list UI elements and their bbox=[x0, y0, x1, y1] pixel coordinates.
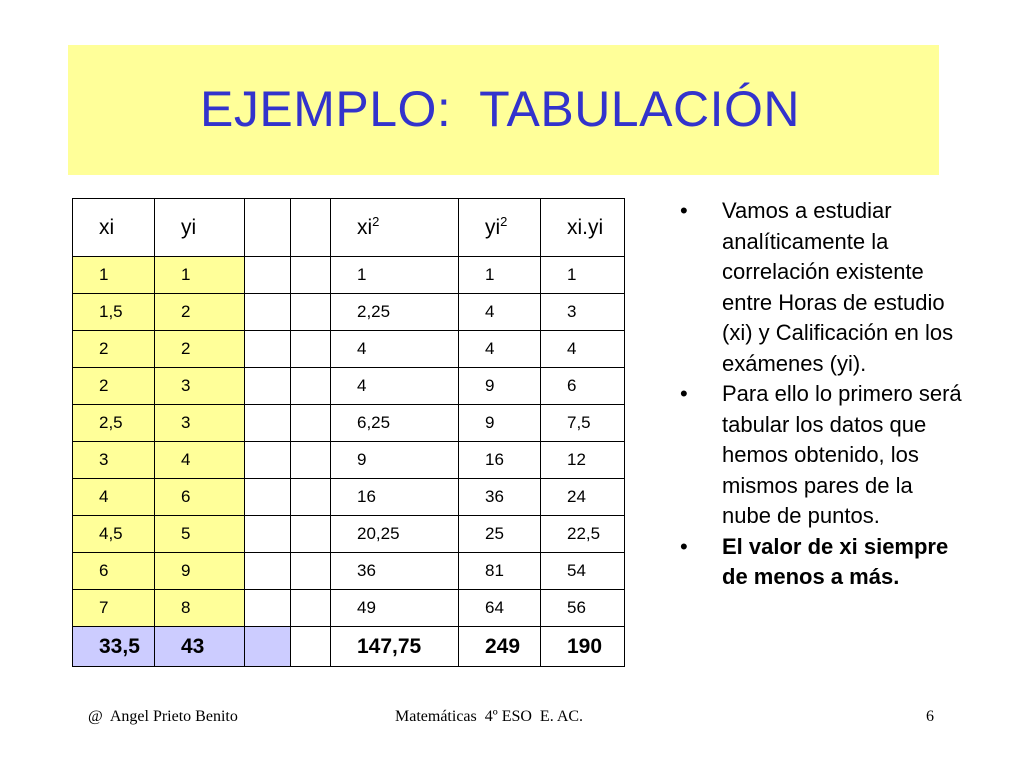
cell-xi: 7 bbox=[73, 590, 155, 627]
cell-yi2: 36 bbox=[459, 479, 541, 516]
cell-xi: 4 bbox=[73, 479, 155, 516]
table-row bbox=[73, 479, 625, 516]
cell-xi2: 16 bbox=[331, 479, 459, 516]
cell-xi2: 1 bbox=[331, 257, 459, 294]
cell-xi2: 4 bbox=[331, 331, 459, 368]
bullet-dot: • bbox=[680, 198, 688, 223]
empty-cell bbox=[245, 590, 291, 627]
cell-xiyi: 56 bbox=[541, 590, 625, 627]
cell-xi2: 9 bbox=[331, 442, 459, 479]
table-row bbox=[73, 257, 625, 294]
cell-yi: 2 bbox=[155, 331, 245, 368]
empty-cell bbox=[291, 331, 331, 368]
cell-yi: 1 bbox=[155, 257, 245, 294]
cell-xiyi: 3 bbox=[541, 294, 625, 331]
cell-xiyi: 22,5 bbox=[541, 516, 625, 553]
empty-cell bbox=[245, 294, 291, 331]
empty-cell bbox=[245, 516, 291, 553]
empty-cell bbox=[291, 368, 331, 405]
table-row bbox=[73, 368, 625, 405]
footer-course: Matemáticas 4º ESO E. AC. bbox=[395, 708, 584, 725]
cell-xi2: 147,75 bbox=[331, 627, 459, 667]
cell-xi2: 6,25 bbox=[331, 405, 459, 442]
empty-cell bbox=[245, 331, 291, 368]
cell-xi: 3 bbox=[73, 442, 155, 479]
cell-xi2: 20,25 bbox=[331, 516, 459, 553]
cell-xiyi: 4 bbox=[541, 331, 625, 368]
cell-xiyi: 190 bbox=[541, 627, 625, 667]
cell-xiyi: 24 bbox=[541, 479, 625, 516]
cell-yi2: 81 bbox=[459, 553, 541, 590]
empty-cell bbox=[291, 405, 331, 442]
cell-yi: 2 bbox=[155, 294, 245, 331]
cell-xiyi: 6 bbox=[541, 368, 625, 405]
header-xi2-base: xi bbox=[357, 215, 373, 239]
cell-yi: 6 bbox=[155, 479, 245, 516]
cell-yi2: 9 bbox=[459, 405, 541, 442]
cell-yi2: 9 bbox=[459, 368, 541, 405]
cell-xi2: 36 bbox=[331, 553, 459, 590]
cell-xiyi: 54 bbox=[541, 553, 625, 590]
header-yi2-sup: 2 bbox=[500, 213, 508, 229]
footer-author: @ Angel Prieto Benito bbox=[88, 708, 238, 725]
bullet-text: Para ello lo primero será tabular los datos que hemos obtenido, los mismos pares de la nube de puntos. bbox=[722, 381, 962, 528]
empty-cell bbox=[291, 627, 331, 667]
empty-cell bbox=[291, 479, 331, 516]
cell-xi2: 2,25 bbox=[331, 294, 459, 331]
empty-cell bbox=[291, 516, 331, 553]
empty-cell bbox=[291, 257, 331, 294]
bullet-list bbox=[680, 196, 965, 593]
empty-cell bbox=[245, 368, 291, 405]
cell-yi2: 25 bbox=[459, 516, 541, 553]
data-table bbox=[72, 198, 625, 667]
bullet-item bbox=[680, 532, 965, 593]
table-row bbox=[73, 294, 625, 331]
empty-cell bbox=[245, 553, 291, 590]
table-row bbox=[73, 516, 625, 553]
cell-yi: 8 bbox=[155, 590, 245, 627]
empty-cell bbox=[245, 627, 291, 667]
cell-xi: 4,5 bbox=[73, 516, 155, 553]
cell-yi: 9 bbox=[155, 553, 245, 590]
empty-cell bbox=[291, 442, 331, 479]
cell-xi: 33,5 bbox=[73, 627, 155, 667]
slide-title: EJEMPLO: TABULACIÓN bbox=[200, 81, 800, 137]
bullet-text: Vamos a estudiar analíticamente la correlación existente entre Horas de estudio (xi) y Calificación en los exámenes (yi). bbox=[722, 198, 954, 376]
cell-yi: 5 bbox=[155, 516, 245, 553]
empty-cell bbox=[245, 442, 291, 479]
empty-cell bbox=[291, 590, 331, 627]
cell-xi: 1 bbox=[73, 257, 155, 294]
header-empty-1 bbox=[245, 199, 291, 257]
cell-yi2: 16 bbox=[459, 442, 541, 479]
table-row bbox=[73, 405, 625, 442]
bullet-item bbox=[680, 379, 965, 532]
empty-cell bbox=[291, 294, 331, 331]
header-yi2-base: yi bbox=[485, 215, 501, 239]
empty-cell bbox=[245, 405, 291, 442]
cell-xi: 2 bbox=[73, 331, 155, 368]
cell-yi2: 1 bbox=[459, 257, 541, 294]
header-yi2 bbox=[459, 199, 541, 257]
header-yi: yi bbox=[155, 199, 245, 257]
cell-xi: 6 bbox=[73, 553, 155, 590]
header-xi2-sup: 2 bbox=[372, 213, 380, 229]
cell-yi2: 64 bbox=[459, 590, 541, 627]
empty-cell bbox=[245, 257, 291, 294]
cell-yi: 43 bbox=[155, 627, 245, 667]
cell-yi: 3 bbox=[155, 368, 245, 405]
empty-cell bbox=[291, 553, 331, 590]
cell-yi2: 4 bbox=[459, 331, 541, 368]
bullet-text: El valor de xi siempre de menos a más. bbox=[722, 533, 949, 589]
header-empty-2 bbox=[291, 199, 331, 257]
header-xi2 bbox=[331, 199, 459, 257]
footer-page-number: 6 bbox=[926, 708, 934, 725]
empty-cell bbox=[245, 479, 291, 516]
cell-xiyi: 7,5 bbox=[541, 405, 625, 442]
table-row bbox=[73, 590, 625, 627]
cell-yi: 3 bbox=[155, 405, 245, 442]
cell-xiyi: 1 bbox=[541, 257, 625, 294]
bullet-dot: • bbox=[680, 381, 688, 406]
bullet-item bbox=[680, 196, 965, 379]
cell-yi2: 249 bbox=[459, 627, 541, 667]
cell-yi2: 4 bbox=[459, 294, 541, 331]
cell-xi2: 49 bbox=[331, 590, 459, 627]
cell-xi2: 4 bbox=[331, 368, 459, 405]
bullet-dot: • bbox=[680, 533, 688, 559]
table-row bbox=[73, 331, 625, 368]
table-header-row bbox=[73, 199, 625, 257]
cell-xi: 2,5 bbox=[73, 405, 155, 442]
cell-xiyi: 12 bbox=[541, 442, 625, 479]
header-xi: xi bbox=[73, 199, 155, 257]
cell-xi: 1,5 bbox=[73, 294, 155, 331]
table-totals-row bbox=[73, 627, 625, 667]
cell-yi: 4 bbox=[155, 442, 245, 479]
header-xiyi: xi.yi bbox=[541, 199, 625, 257]
cell-xi: 2 bbox=[73, 368, 155, 405]
table-row bbox=[73, 553, 625, 590]
table-row bbox=[73, 442, 625, 479]
